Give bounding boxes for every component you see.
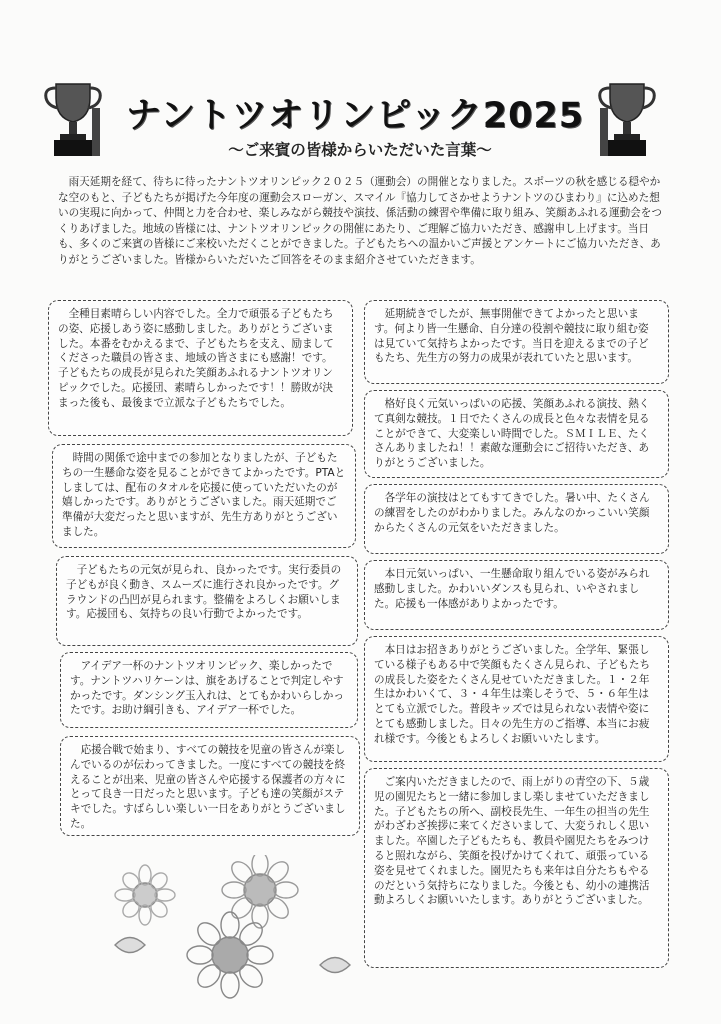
comment-box: ご案内いただきましたので、雨上がりの青空の下、５歳児の園児たちと一緒に参加しまし楽しませていただきました。子どもたちの所へ、副校長先生、一年生の担当の先生がわざわざ挨拶に来てくださいまして、大変うれしく思いました。卒園した子どもたちも、教員や園児たちをみつけると照れながら、笑顔を投げかけてくれて、頑張っている姿を見せてくれました。園児たちも来年は自分たちもやるのだという気持ちになりました。今後とも、幼小の連携活動よろしくお願いいたします。ありがとうございました。 [364,768,669,968]
comment-box: 時間の関係で途中までの参加となりましたが、子どもたちの一生懸命な姿を見ることができてよかったです。PTAとしましては、配布のタオルを応援に使っていただいたのが嬉しかったです。ありがとうございました。雨天延期でご準備が大変だったと思いますが、先生方ありがとうございました。 [52,444,356,548]
comment-box: 本日はお招きありがとうございました。全学年、緊張している様子もある中で笑顔もたくさん見られ、子どもたちの成長した姿をたくさん見せていただきました。１・２年生はかわいくて、３・４年生は楽しそうで、５・６年生はとても立派でした。普段キッズでは見られない表情や姿にとても感動しました。日々の先生方のご指導、本当にお疲れ様です。今後ともよろしくお願いいたします。 [364,636,669,762]
intro-paragraph: 雨天延期を経て、待ちに待ったナントツオリンピック２０２５（運動会）の開催となりました。スポーツの秋を感じる穏やかな空のもと、子どもたちが掲げた今年度の運動会スローガン、スマイル『協力してさかせようナントツのひまわり』に込めた想いの実現に向かって、仲間と力を合わせ、楽しみながら競技や演技、係活動の練習や準備に取り組み、笑顔あふれる運動会をつくりあげました。地域の皆様には、ナントツオリンピックの開催にあたり、ご理解ご協力いただき、感謝申し上げます。当日も、多くのご来賓の皆様にご来校いただくことができました。子どもたちへの温かいご声援とアンケートにご協力いただき、ありがとうございました。皆様からいただいたご回答をそのまま紹介させていただきます。 [58,176,662,266]
sunflower-illustration [95,855,365,1005]
comment-box: 格好良く元気いっぱいの応援、笑顔あふれる演技、熱くて真剣な競技。１日でたくさんの成長と色々な表情を見ることができて、大変楽しい時間でした。ＳＭＩＬＥ、たくさんありましたね！！素敵な運動会にご招待いただき、ありがとうございました。 [364,390,669,478]
comment-box: 子どもたちの元気が見られ、良かったです。実行委員の子どもが良く動き、スムーズに進行され良かったです。グラウンドの凸凹が見られます。整備をよろしくお願いします。応援団も、気持ちの良い行動でよかったです。 [56,556,358,646]
comment-box: アイデア一杯のナントツオリンピック、楽しかったです。ナントツハリケーンは、旗をあげることで判定しやすかったです。ダンシング玉入れは、とてもかわいらしかったです。お助け綱引きも、アイデア一杯でした。 [60,652,358,728]
comment-box: 本日元気いっぱい、一生懸命取り組んでいる姿がみられ感動しました。かわいいダンスも見られ、いやされました。応援も一体感がありよかったです。 [364,560,669,630]
page-subtitle: 〜ご来賓の皆様からいただいた言葉〜 [228,141,492,159]
trophy-icon [38,78,108,158]
comment-box: 各学年の演技はとてもすてきでした。暑い中、たくさんの練習をしたのがわかりました。みんなのかっこいい笑顔からたくさんの元気をいただきました。 [364,484,669,554]
comment-box: 応援合戦で始まり、すべての競技を児童の皆さんが楽しんでいるのが伝わってきました。一度にすべての競技を終えることが出来、児童の皆さんや応援する保護者の方々にとって良き一日だったと思います。子ども達の笑顔がステキでした。すばらしい楽しい一日をありがとうございました。 [60,736,360,836]
comment-box: 全種目素晴らしい内容でした。全力で頑張る子どもたちの姿、応援しあう姿に感動しました。ありがとうございました。本番をむかえるまで、子どもたちを支え、励ましてくださった職員の皆さま、地域の皆さまにも感謝！です。子どもたちの成長が見られた笑顔あふれるナントツオリンピックでした。応援団、素晴らしかったです！！勝敗が決まった後も、最後まで立派な子どもたちでした。 [48,300,353,436]
trophy-icon [592,78,662,158]
comment-box: 延期続きでしたが、無事開催できてよかったと思います。何より皆一生懸命、自分達の役割や競技に取り組む姿は見ていて気持ちよかったです。当日を迎えるまでの子どもたち、先生方の努力の成果が表れていたと思います。 [364,300,669,384]
page-title: ナントツオリンピック2025 [125,96,585,136]
